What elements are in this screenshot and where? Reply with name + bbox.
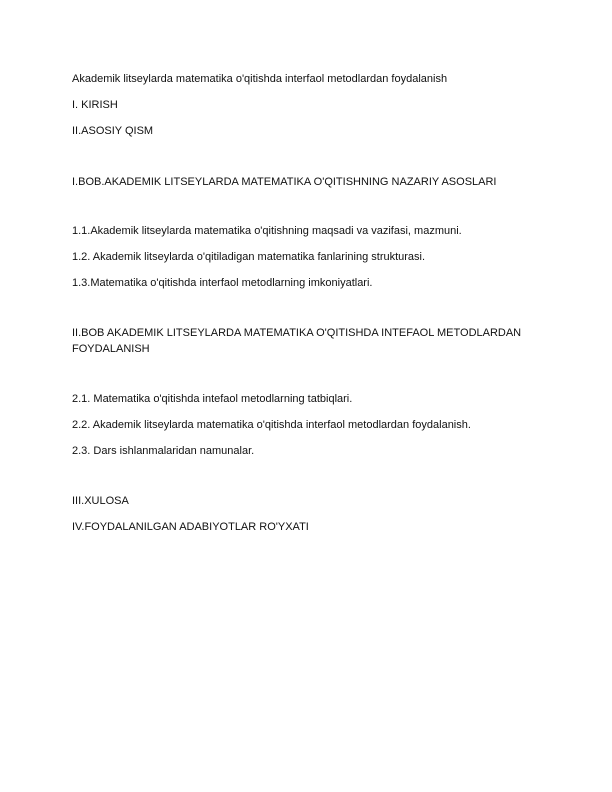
section-1-2: 1.2. Akademik litseylarda o'qitiladigan matematika fanlarining strukturasi.	[72, 251, 426, 263]
intro-heading: I. KIRISH	[72, 99, 118, 111]
main-part-heading: II.ASOSIY QISM	[72, 125, 154, 137]
chapter1-heading: I.BOB.AKADEMIK LITSEYLARDA MATEMATIKA O'QITISHNING NAZARIY ASOSLARI	[72, 176, 497, 188]
section-1-3: 1.3.Matematika o'qitishda interfaol metodlarning imkoniyatlari.	[72, 277, 373, 289]
section-1-1: 1.1.Akademik litseylarda matematika o'qitishning maqsadi va vazifasi, mazmuni.	[72, 225, 462, 237]
references-heading: IV.FOYDALANILGAN ADABIYOTLAR RO'YXATI	[72, 521, 309, 533]
section-2-1: 2.1. Matematika o'qitishda intefaol metodlarning tatbiqlari.	[72, 393, 353, 405]
document-title: Akademik litseylarda matematika o'qitishda interfaol metodlardan foydalanish	[72, 73, 448, 85]
section-2-3: 2.3. Dars ishlanmalaridan namunalar.	[72, 445, 255, 457]
section-2-2: 2.2. Akademik litseylarda matematika o'qitishda interfaol metodlardan foydalanish.	[72, 419, 471, 431]
chapter2-heading: II.BOB AKADEMIK LITSEYLARDA MATEMATIKA O'QITISHDA INTEFAOL METODLARDAN FOYDALANISH	[72, 327, 522, 355]
conclusion-heading: III.XULOSA	[72, 495, 129, 507]
